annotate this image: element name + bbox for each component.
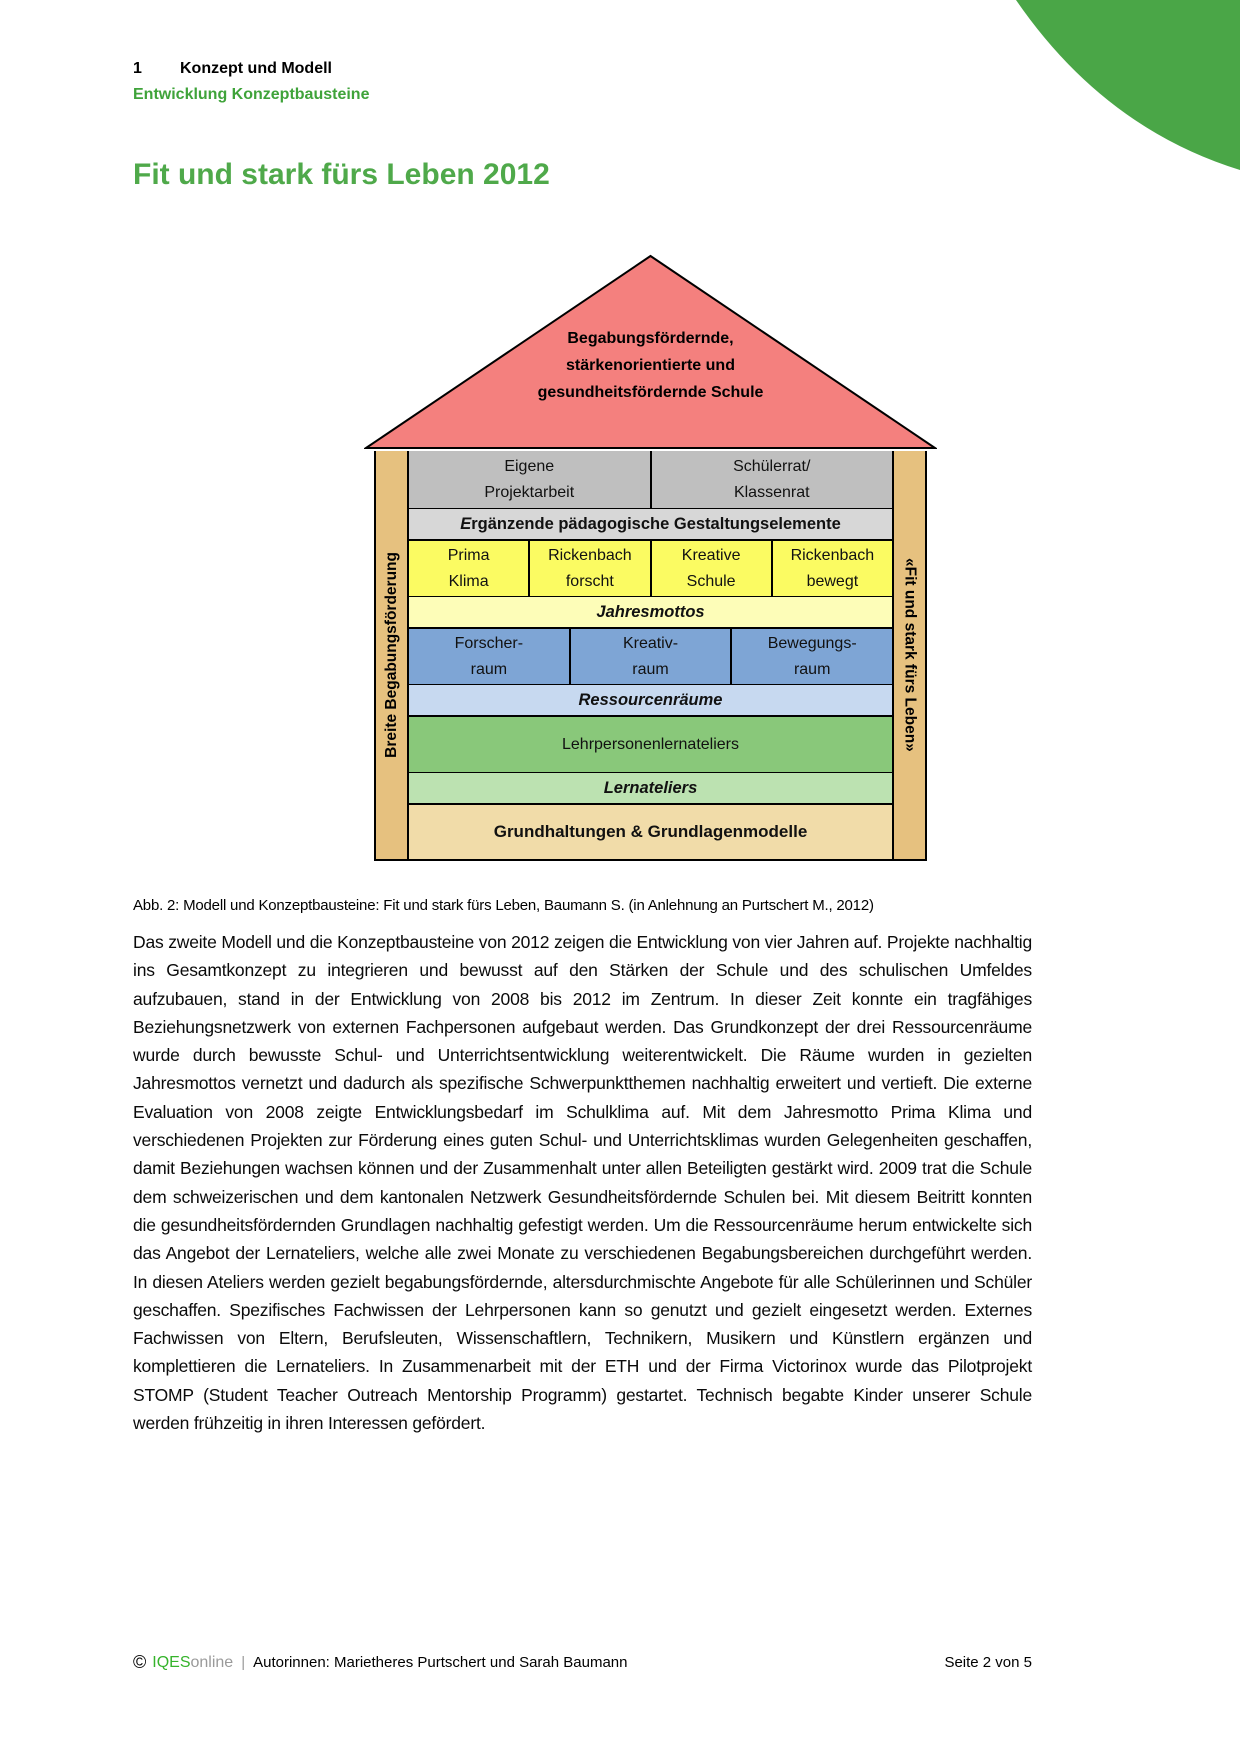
cell-line: Prima: [447, 546, 490, 564]
cell-rickenbach-forscht: [528, 541, 649, 596]
cell-line: Kreativ-: [622, 634, 679, 652]
band-label: Ergänzende pädagogische Gestaltungselemente: [460, 514, 841, 533]
section-title: Konzept und Modell: [180, 60, 332, 77]
cell-line: Rickenbach: [548, 546, 632, 564]
section-heading: [133, 60, 369, 78]
level-projects-cells: [409, 451, 892, 508]
cell-line: Kreative: [681, 546, 741, 564]
cell-line: raum: [470, 660, 508, 678]
section-subtitle: Entwicklung Konzeptbausteine: [133, 86, 370, 103]
brand-iqes: IQES: [152, 1654, 191, 1671]
cell-line: Klassenrat: [733, 483, 810, 501]
cell-forscherraum: [409, 629, 569, 684]
cell-line: Lehrpersonenlernateliers: [562, 735, 739, 753]
cell-line: bewegt: [806, 572, 859, 590]
band-jahresmottos: [409, 596, 892, 627]
right-pillar-label: «Fit und stark fürs Leben»: [901, 558, 919, 752]
band-lernateliers: [409, 772, 892, 803]
body-paragraph: Das zweite Modell und die Konzeptbausteine von 2012 zeigen die Entwicklung von vier Jahren auf. Projekte nachhaltig ins Gesamtkonzept zu integrieren und bewusst auf den Stärken der Schule und des schulischen Umfeldes aufzubauen, stand in der Entwicklung von 2008 bis 2012 im Zentrum. In dieser Zeit konnte ein tragfähiges Beziehungsnetzwerk von externen Fachpersonen aufgebaut werden. Das Grundkonzept der drei Ressourcenräume wurde durch bewusste Schul- und Unterrichtsentwicklung weiterentwickelt. Die Räume wurden in gezielten Jahresmottos vernetzt und dadurch als spezifische Schwerpunktthemen nachhaltig erweitert und vertieft. Die externe Evaluation von 2008 zeigte Entwicklungsbedarf im Schulklima auf. Mit dem Jahresmotto Prima Klima und verschiedenen Projekten zur Förderung eines guten Schul- und Unterrichtsklimas wurden Gelegenheiten geschaffen, damit Beziehungen wachsen können und der Zusammenhalt unter allen Beteiligten gestärkt wird. 2009 trat die Schule dem schweizerischen und dem kantonalen Netzwerk Gesundheitsfördernde Schulen bei. Mit diesem Beitritt konnten die gesundheitsfördernden Grundlagen nachhaltig gefestigt werden. Um die Ressourcenräume herum entwickelte sich das Angebot der Lernateliers, welche alle zwei Monate zu verschiedenen Begabungsbereichen durchgeführt werden. In diesen Ateliers werden gezielt begabungsfördernde, altersdurchmischte Angebote für alle Schülerinnen und Schüler geschaffen. Spezifisches Fachwissen der Lehrpersonen kann so genutzt und gezielt eingesetzt werden. Externes Fachwissen von Eltern, Berufsleuten, Wissenschaftlern, Technikern, Musikern und Künstlern ergänzen und komplettieren die Lernateliers. In Zusammenarbeit mit der ETH und der Firma Victorinox wurde das Pilotprojekt STOMP (Student Teacher Outreach Mentorship Programm) gestartet. Technisch begabte Kinder unserer Schule werden frühzeitig in ihren Interessen gefördert.: [133, 932, 1032, 1434]
band-label: Jahresmottos: [596, 602, 705, 621]
cell-line: Schule: [686, 572, 736, 590]
cell-line: forscht: [565, 572, 614, 590]
page-header: [133, 60, 369, 104]
roof-line-1: Begabungsfördernde,: [567, 330, 734, 347]
footer-left: [133, 1652, 628, 1672]
green-corner-decoration: [1016, 0, 1240, 172]
level-ressourcenraeume-cells: [409, 627, 892, 684]
roof: [364, 253, 937, 451]
level-lernateliers-cells: [409, 715, 892, 772]
cell-kreativraum: [569, 629, 731, 684]
right-pillar: [892, 451, 925, 859]
footer-page-info: Seite 2 von 5: [944, 1654, 1032, 1671]
house-diagram: [364, 253, 937, 861]
figure-caption: Abb. 2: Modell und Konzeptbausteine: Fit und stark fürs Leben, Baumann S. (in Anlehnung an Purtschert M., 2012): [133, 897, 874, 914]
page-footer: [133, 1652, 1032, 1672]
base-label: Grundhaltungen & Grundlagenmodelle: [493, 822, 808, 841]
cell-eigene-projektarbeit: [409, 451, 650, 508]
level-jahresmottos-cells: [409, 539, 892, 596]
cell-prima-klima: [409, 541, 528, 596]
cell-line: Klima: [448, 572, 489, 590]
cell-bewegungsraum: [730, 629, 892, 684]
cell-line: Projektarbeit: [484, 483, 575, 501]
cell-line: Bewegungs-: [767, 634, 857, 652]
house-walls: [374, 451, 927, 861]
cell-schuelerrat-klassenrat: [650, 451, 893, 508]
house-levels: [409, 451, 892, 859]
cell-line: raum: [793, 660, 831, 678]
footer-authors: Autorinnen: Marietheres Purtschert und Sarah Baumann: [253, 1654, 628, 1671]
copyright-icon: ©: [133, 1652, 147, 1672]
roof-line-3: gesundheitsfördernde Schule: [537, 384, 764, 401]
band-label: Lernateliers: [603, 778, 698, 797]
page-title: Fit und stark fürs Leben 2012: [133, 158, 550, 191]
left-pillar-label: Breite Begabungsförderung: [382, 552, 400, 758]
cell-line: Schülerrat/: [733, 457, 811, 475]
brand-online: online: [190, 1654, 234, 1671]
footer-separator: |: [241, 1654, 246, 1671]
cell-line: Rickenbach: [790, 546, 875, 564]
footer-brand: [152, 1654, 233, 1672]
cell-kreative-schule: [650, 541, 771, 596]
cell-lehrpersonenlernateliers: [409, 717, 892, 772]
cell-line: Eigene: [504, 457, 555, 475]
roof-line-2: stärkenorientierte und: [566, 357, 735, 374]
band-ressourcenraeume: [409, 684, 892, 715]
section-number: 1: [133, 60, 142, 77]
left-pillar: [376, 451, 409, 859]
band-gestaltungselemente: [409, 508, 892, 539]
band-label: Ressourcenräume: [578, 690, 723, 709]
cell-line: raum: [632, 660, 669, 678]
base-grundhaltungen: [409, 803, 892, 859]
cell-rickenbach-bewegt: [771, 541, 892, 596]
roof-label: [364, 325, 937, 406]
cell-line: Forscher-: [454, 634, 524, 652]
